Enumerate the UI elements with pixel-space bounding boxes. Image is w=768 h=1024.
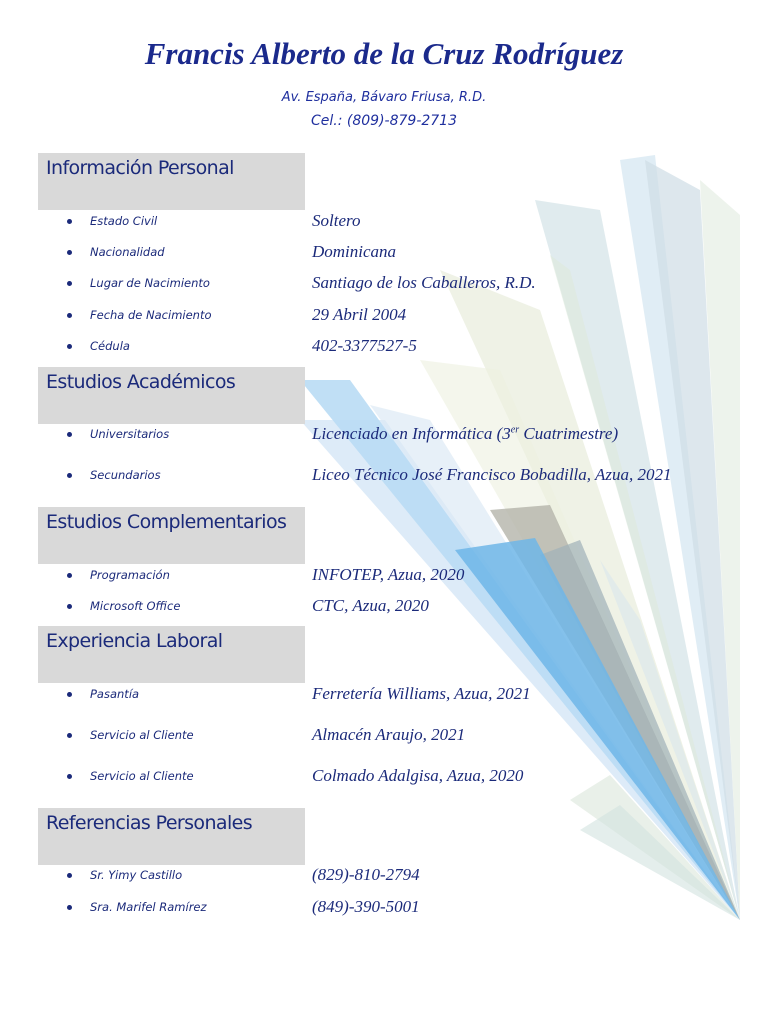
item-label: Secundarios xyxy=(90,468,161,482)
item-value: (849)-390-5001 xyxy=(312,897,420,916)
item-label: Nacionalidad xyxy=(90,245,165,259)
item-label: Microsoft Office xyxy=(90,599,181,613)
item-value: 402-3377527-5 xyxy=(312,336,417,355)
item-label: Sra. Marifel Ramírez xyxy=(90,900,207,914)
item-value: INFOTEP, Azua, 2020 xyxy=(312,565,465,584)
section-header-experience xyxy=(38,626,305,683)
phone: Cel.: (809)-879-2713 xyxy=(311,113,457,129)
list-item xyxy=(0,565,768,587)
item-value: (829)-810-2794 xyxy=(312,865,420,884)
item-label: Fecha de Nacimiento xyxy=(90,308,212,322)
item-label: Servicio al Cliente xyxy=(90,769,194,783)
bullet-icon xyxy=(67,604,72,609)
bullet-icon xyxy=(67,573,72,578)
item-value: 29 Abril 2004 xyxy=(312,305,407,324)
bullet-icon xyxy=(67,313,72,318)
item-value: Colmado Adalgisa, Azua, 2020 xyxy=(312,766,524,785)
section-title: Estudios Complementarios xyxy=(46,511,287,533)
item-value: CTC, Azua, 2020 xyxy=(312,596,429,615)
item-value: Dominicana xyxy=(312,242,397,261)
resume-name: Francis Alberto de la Cruz Rodríguez xyxy=(144,36,624,71)
list-item xyxy=(0,273,768,295)
list-item xyxy=(0,766,768,788)
value-text: Licenciado en Informática (3 xyxy=(312,424,511,443)
bullet-icon xyxy=(67,432,72,437)
item-value: Almacén Araujo, 2021 xyxy=(312,725,466,744)
item-value: Liceo Técnico José Francisco Bobadilla, Azua, 2021 xyxy=(312,465,672,484)
item-value: Ferretería Williams, Azua, 2021 xyxy=(312,684,531,703)
list-item xyxy=(0,684,768,706)
section-header-academic xyxy=(38,367,305,424)
list-item xyxy=(0,305,768,327)
bullet-icon xyxy=(67,733,72,738)
item-label: Pasantía xyxy=(90,687,140,701)
item-label: Servicio al Cliente xyxy=(90,728,194,742)
list-item xyxy=(0,242,768,264)
address: Av. España, Bávaro Friusa, R.D. xyxy=(281,90,487,105)
section-title: Experiencia Laboral xyxy=(46,630,223,652)
item-label: Estado Civil xyxy=(90,214,158,228)
item-value xyxy=(312,424,618,444)
list-item xyxy=(0,336,768,358)
bullet-icon xyxy=(67,692,72,697)
bullet-icon xyxy=(67,873,72,878)
bullet-icon xyxy=(67,250,72,255)
section-header-complementary xyxy=(38,507,305,564)
bullet-icon xyxy=(67,774,72,779)
list-item xyxy=(0,865,768,887)
list-item xyxy=(0,424,768,446)
bullet-icon xyxy=(67,905,72,910)
bullet-icon xyxy=(67,281,72,286)
list-item xyxy=(0,596,768,618)
section-header-references xyxy=(38,808,305,865)
value-superscript: er xyxy=(510,424,520,436)
item-label: Lugar de Nacimiento xyxy=(90,276,210,290)
bullet-icon xyxy=(67,473,72,478)
item-label: Universitarios xyxy=(90,427,170,441)
value-text: Cuatrimestre) xyxy=(519,424,619,443)
section-title: Información Personal xyxy=(46,157,234,179)
item-label: Programación xyxy=(90,568,170,582)
list-item xyxy=(0,465,768,487)
list-item xyxy=(0,211,768,233)
item-label: Sr. Yimy Castillo xyxy=(90,868,183,882)
section-title: Referencias Personales xyxy=(46,812,253,834)
section-title: Estudios Académicos xyxy=(46,371,236,393)
bullet-icon xyxy=(67,219,72,224)
list-item xyxy=(0,897,768,919)
section-header-personal xyxy=(38,153,305,210)
list-item xyxy=(0,725,768,747)
bullet-icon xyxy=(67,344,72,349)
item-value: Soltero xyxy=(312,211,361,230)
item-label: Cédula xyxy=(90,339,130,353)
item-value: Santiago de los Caballeros, R.D. xyxy=(312,273,536,292)
